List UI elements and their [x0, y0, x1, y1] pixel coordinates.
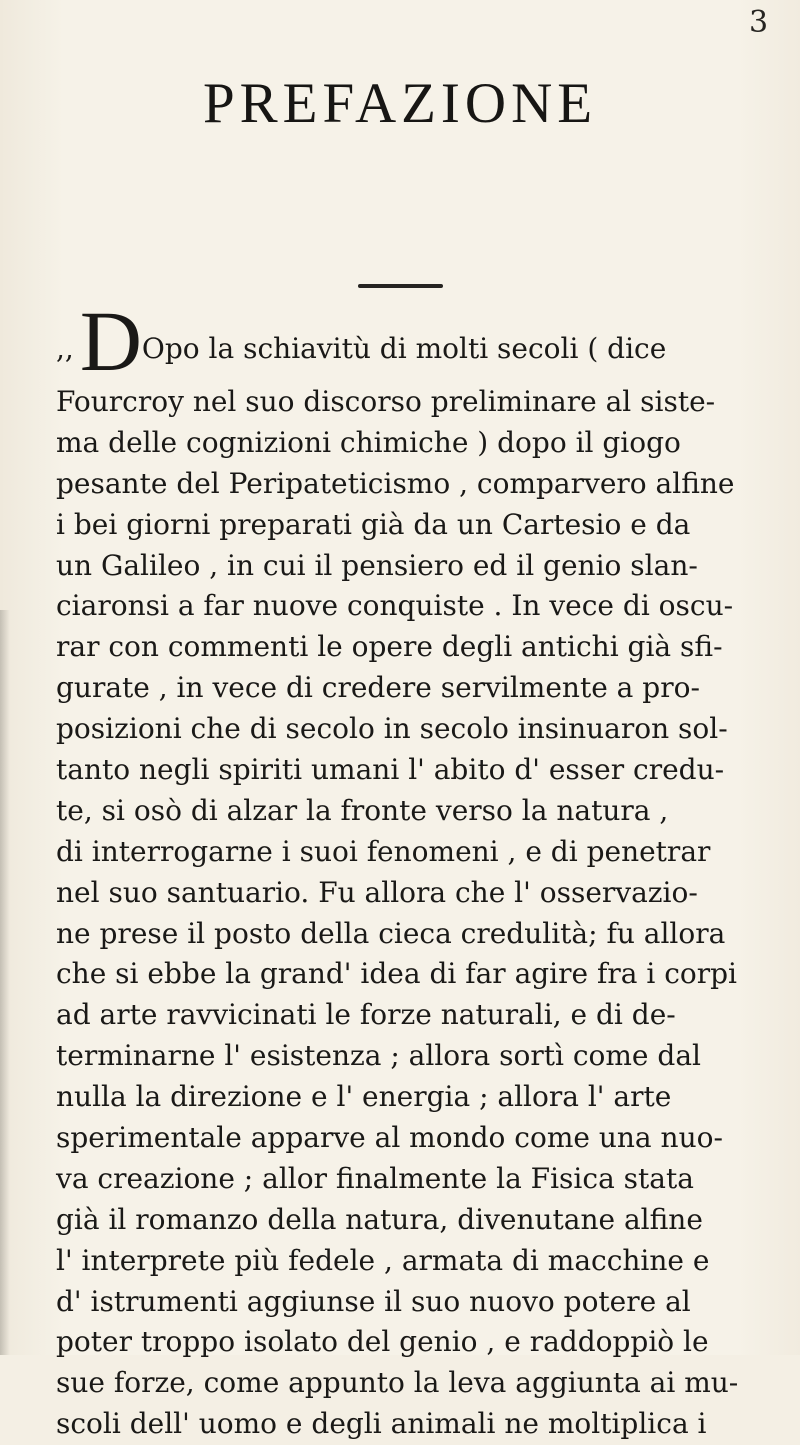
text-line: ciaronsi a far nuove conquiste . In vece di oscu- — [56, 589, 734, 623]
drop-cap: D — [79, 293, 142, 389]
text-line: che si ebbe la grand' idea di far agire fra i corpi — [56, 957, 737, 991]
text-line: sue forze, come appunto la leva aggiunta ai mu- — [56, 1366, 739, 1400]
text-line: scoli dell' uomo e degli animali ne moltiplica i — [56, 1407, 707, 1441]
text-line: ad arte ravvicinati le forze naturali, e di de- — [56, 998, 676, 1032]
text-line: va creazione ; allor finalmente la Fisica stata — [56, 1161, 694, 1195]
page-gutter-shadow — [0, 610, 10, 1355]
text-line: già il romanzo della natura, divenutane alfine — [56, 1202, 703, 1236]
text-line: te, si osò di alzar la fronte verso la natura , — [56, 793, 669, 827]
chapter-title: PREFAZIONE — [202, 72, 598, 135]
text-line: sperimentale apparve al mondo come una nuo- — [56, 1121, 723, 1155]
text-line: nulla la direzione e l' energia ; allora l' arte — [56, 1080, 672, 1114]
body-text — [56, 293, 786, 1445]
text-line: i bei giorni preparati già da un Cartesio e da — [56, 507, 691, 541]
text-line: poter troppo isolato del genio , e raddoppiò le — [56, 1325, 709, 1359]
text-line: un Galileo , in cui il pensiero ed il genio slan- — [56, 548, 698, 582]
opening-quote: ,, — [56, 332, 74, 365]
text-line: pesante del Peripateticismo , comparvero alfine — [56, 466, 735, 500]
text-line: rar con commenti le opere degli antichi già sfi- — [56, 630, 723, 664]
text-line: di interrogarne i suoi fenomeni , e di penetrar — [56, 834, 711, 868]
page-number: 3 — [749, 5, 769, 40]
text-line: terminarne l' esistenza ; allora sortì come dal — [56, 1039, 701, 1073]
text-line: posizioni che di secolo in secolo insinuaron sol- — [56, 712, 728, 746]
text-line: nel suo santuario. Fu allora che l' osservazio- — [56, 875, 698, 909]
first-text-line — [56, 293, 786, 389]
text-line: tanto negli spiriti umani l' abito d' esser credu- — [56, 753, 725, 787]
text-line: d' istrumenti aggiunse il suo nuovo potere al — [56, 1284, 691, 1318]
text-line: Fourcroy nel suo discorso preliminare al siste- — [56, 385, 716, 418]
text-line: ne prese il posto della cieca credulità; fu allora — [56, 916, 726, 950]
first-line-text: Opo la schiavitù di molti secoli ( dice — [141, 332, 667, 365]
text-line: l' interprete più fedele , armata di macchine e — [56, 1243, 710, 1277]
title-divider — [358, 284, 443, 288]
text-line: gurate , in vece di credere servilmente a pro- — [56, 671, 700, 705]
text-line: ma delle cognizioni chimiche ) dopo il giogo — [56, 425, 681, 459]
